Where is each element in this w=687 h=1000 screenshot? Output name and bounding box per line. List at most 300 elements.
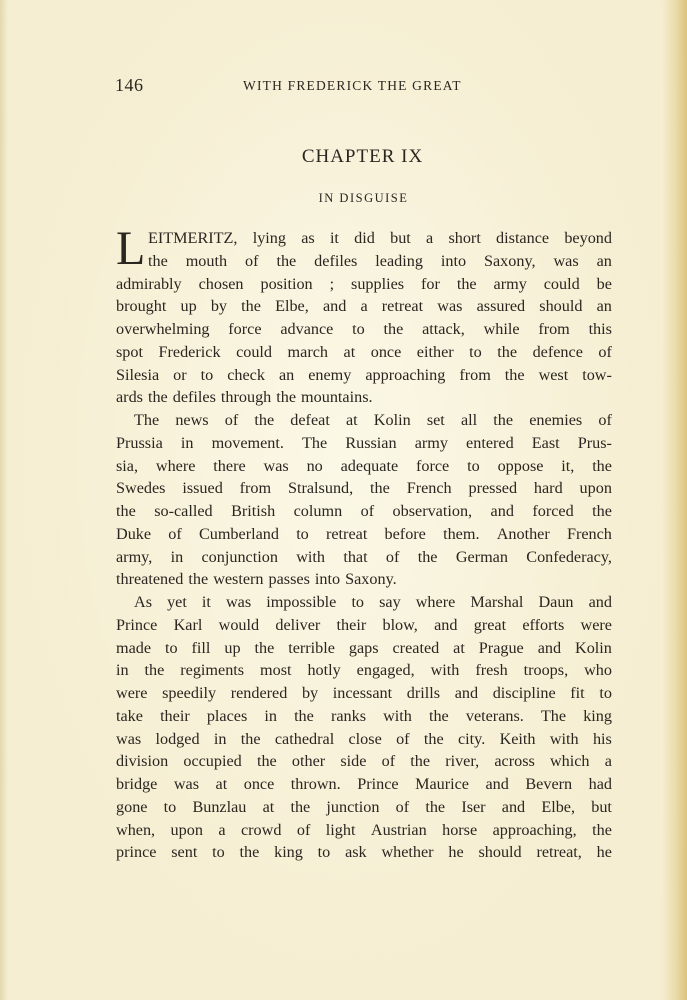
word: ranks [330,706,366,725]
word: troops, [523,661,569,680]
text-line [116,341,612,364]
word: hard [533,479,563,498]
text-line [116,819,612,842]
word: and [537,638,562,657]
word: once [370,342,402,361]
word: their [336,615,367,634]
word: the [410,752,431,771]
word: hotly [307,661,341,680]
word: beyond [564,229,612,247]
word: where [155,456,196,475]
word: to [200,365,214,384]
word: once [243,775,275,793]
word: Keith [499,729,536,748]
text-line [116,682,612,705]
word: Prus- [577,433,612,452]
word: was [263,456,289,475]
word: places [206,706,248,725]
word: crowd [240,820,282,839]
word: could [543,274,580,293]
word: to [352,320,365,338]
word: he [596,843,612,862]
word: other [291,752,326,771]
word: and [490,502,514,520]
word: an [596,297,612,316]
word: take [116,706,143,725]
word: to [599,684,612,702]
word: column [293,502,343,520]
word: lying [252,229,286,247]
word: EITMERITZ, [148,229,238,247]
word: be [596,274,612,293]
word: to [317,843,331,862]
text-line [116,386,612,409]
word: supplies [351,274,405,293]
word: retreat [325,524,368,543]
word: fill [191,638,211,657]
word: distance [496,229,550,247]
chapter-subtitle: IN DISGUISE [318,191,409,205]
word: should [539,297,583,316]
word: of [395,797,410,816]
word: in [213,729,227,748]
word: brought [116,297,167,316]
word: impossible [266,593,337,611]
word: from [239,479,272,498]
word: at [215,775,228,793]
word: that [343,547,368,566]
word: and [454,684,479,702]
word: great [473,615,507,634]
word: there [213,456,246,475]
word: through [220,388,272,407]
word: thrown. [290,775,341,793]
word: with [296,547,326,566]
word: it, [561,456,575,475]
word: Kolin [373,411,411,429]
word: cathedral [274,729,335,748]
word: oppose [497,456,544,475]
word: say [379,593,401,611]
word: an [596,251,612,270]
word: from [538,320,570,338]
word: into [314,570,341,589]
word: Swedes [116,479,166,498]
word: Silesia [116,365,160,384]
word: in [180,433,194,452]
word: Bevern [525,775,573,793]
word: was [173,775,200,793]
word: the [239,843,260,862]
word: defeat [290,411,330,429]
word: at [262,797,275,816]
word: engaged, [356,661,415,680]
word: and [322,297,347,316]
word: Elbe, [541,797,576,816]
word: Austrian [370,820,427,839]
word: his [592,729,612,748]
word: Prague [478,638,524,657]
word: the [294,706,314,725]
word: passes [268,570,310,589]
word: Iser [461,797,486,816]
word: no [306,456,323,475]
running-title: WITH FREDERICK THE GREAT [243,78,462,93]
word: west [538,365,569,384]
word: by [210,297,228,316]
word: did [354,229,375,247]
word: entered [466,433,514,452]
word: discipline [492,684,556,702]
word: were [116,684,148,702]
word: a [426,229,434,247]
word: defiles [172,388,216,407]
word: gone [116,797,148,816]
word: all [460,411,478,429]
word: The [134,411,160,429]
text-line [116,796,612,819]
word: the [504,365,525,384]
word: side [340,752,367,771]
word: the [254,411,275,429]
word: terrible [288,638,335,657]
word: French [566,524,612,543]
word: pressed [468,479,518,498]
word: a [360,297,368,316]
word: of [598,411,612,429]
word: Karl [173,615,203,634]
word: where [415,593,456,611]
body-text [116,222,612,864]
word: the [497,342,518,361]
word: the [276,251,297,270]
word: the [240,729,261,748]
word: should [478,843,522,862]
word: when, [116,820,156,839]
word: upon [579,479,612,498]
page-number: 146 [115,75,144,95]
word: to [212,843,225,862]
word: but [591,797,612,816]
word: to [163,797,177,816]
text-line [116,364,612,387]
word: or [173,365,187,384]
word: was [116,729,142,748]
word: tow- [582,365,612,384]
word: bridge [116,775,158,793]
word: the [254,638,275,657]
word: with [549,729,579,748]
text-line [116,432,612,455]
word: Marshal [470,593,524,611]
word: the [241,297,261,316]
word: the [383,320,404,338]
word: in [264,706,277,725]
word: deliver [275,615,321,634]
word: mouth [185,251,228,270]
word: and [485,775,509,793]
word: of [598,342,612,361]
word: gaps [348,638,379,657]
word: force [416,456,450,475]
word: Prince [357,775,399,793]
word: movement. [211,433,284,452]
word: incessant [332,684,393,702]
word: before [384,524,426,543]
word: veterans. [465,706,524,725]
word: had [588,775,612,793]
word: occupied [183,752,242,771]
word: the [493,411,514,429]
word: overwhelming [116,320,210,338]
word: drills [406,684,441,702]
word: most [260,661,292,680]
word: ; [329,274,335,293]
word: Cumberland [198,524,279,543]
word: Prince [116,615,158,634]
word: force [228,320,262,338]
word: it [201,593,211,611]
word: while [483,320,520,338]
word: with [383,706,412,725]
word: whether [381,843,434,862]
text-line [116,318,612,341]
word: fresh [475,661,508,680]
word: yet [167,593,187,611]
word: assured [476,297,526,316]
word: Daun [538,593,574,611]
text-line [116,500,612,523]
word: regiments [180,661,245,680]
drop-cap: L [116,222,146,275]
word: river, [445,752,480,771]
text-line [116,705,612,728]
word: army [493,274,527,293]
word: western [213,570,264,589]
word: efforts [522,615,565,634]
text-line [116,659,612,682]
word: retreat, [536,843,582,862]
word: close [348,729,382,748]
word: march [287,342,328,361]
word: As [134,593,152,611]
word: Duke [116,524,152,543]
word: them. [443,524,480,543]
word: forced [532,502,574,520]
word: Prussia [116,433,163,452]
word: up [224,638,241,657]
word: for [421,274,440,293]
word: blow, [382,615,418,634]
word: the [144,661,165,680]
word: from [459,365,491,384]
text-line [116,250,612,273]
word: to [165,638,178,657]
word: the [276,388,297,407]
word: Frederick [158,342,221,361]
word: a [604,752,612,771]
word: speedily [162,684,217,702]
word: the [417,547,438,566]
word: news [175,411,209,429]
word: Maurice [415,775,469,793]
word: the [456,274,477,293]
word: approaching, [492,820,577,839]
word: British [231,502,276,520]
word: as [301,229,315,247]
word: of [360,502,375,520]
word: the [592,456,612,475]
word: horse [442,820,478,839]
word: at [345,411,358,429]
word: sia, [116,456,139,475]
word: to [351,593,365,611]
word: threatened [116,570,184,589]
word: would [218,615,260,634]
word: set [426,411,445,429]
word: of [245,251,259,270]
word: the [425,797,446,816]
word: Russian [345,433,397,452]
text-line [116,750,612,773]
word: by [301,684,319,702]
word: king [583,706,612,725]
word: the [290,797,311,816]
word: defence [532,342,583,361]
word: at [453,638,465,657]
word: rendered [230,684,288,702]
word: defiles [314,251,358,270]
word: the [423,729,444,748]
text-line [116,568,612,591]
word: Bunzlau [192,797,247,816]
text-line [116,637,612,660]
word: observation, [392,502,473,520]
word: ards [116,388,143,407]
word: spot [116,342,143,361]
running-head [115,75,613,99]
word: division [116,752,169,771]
word: with [430,661,460,680]
word: it [329,229,339,247]
word: leading [375,251,423,270]
word: Elbe, [275,297,309,316]
word: conjunction [201,547,278,566]
word: the [370,479,390,498]
word: prince [116,843,157,862]
word: a [218,820,226,839]
word: he [448,843,464,862]
word: and [501,797,526,816]
word: so-called [154,502,213,520]
word: the [592,820,612,839]
text-line [116,728,612,751]
word: the [256,752,277,771]
chapter-title: CHAPTER IX [301,146,424,167]
word: East [531,433,560,452]
word: junction [326,797,380,816]
word: short [448,229,481,247]
text-line [116,477,612,500]
word: advance [280,320,334,338]
word: check [227,365,265,384]
word: enemy [308,365,352,384]
word: Confederacy, [526,547,612,566]
word: army [414,433,448,452]
word: army, [116,547,153,566]
word: retreat [381,297,424,316]
word: The [540,706,567,725]
word: of [168,524,182,543]
word: which [549,752,590,771]
word: but [390,229,411,247]
word: of [224,411,239,429]
word: to [467,456,480,475]
text-line [116,614,612,637]
word: were [580,615,612,634]
word: German [455,547,508,566]
word: fit [570,684,585,702]
word: across [494,752,535,771]
text-line [116,295,612,318]
word: into [440,251,467,270]
word: to [296,524,309,543]
word: was [553,251,579,270]
word: the [592,502,612,520]
word: this [588,320,612,338]
word: sent [171,843,198,862]
word: was [437,297,463,316]
word: to [469,342,482,361]
word: either [416,342,454,361]
word: the [147,388,168,407]
word: Another [496,524,550,543]
word: French [406,479,452,498]
word: the [148,251,168,270]
text-line [116,227,612,250]
word: at [343,342,356,361]
text-line [116,546,612,569]
word: the [188,570,209,589]
word: chosen [198,274,244,293]
text-line [116,523,612,546]
word: attack, [422,320,465,338]
word: position [260,274,313,293]
word: their [160,706,190,725]
word: city. [457,729,486,748]
text-line [116,455,612,478]
text-line [116,773,612,796]
word: mountains. [301,388,373,407]
text-line [116,841,612,864]
word: created [392,638,440,657]
text-line [116,273,612,296]
word: of [396,729,410,748]
word: who [584,661,612,680]
word: up [180,297,197,316]
word: Stralsund, [287,479,354,498]
word: and [434,615,458,634]
word: Saxony, [483,251,536,270]
word: and [588,593,612,611]
word: was [225,593,252,611]
word: king [274,843,303,862]
word: of [381,752,396,771]
word: the [428,706,449,725]
word: lodged [155,729,200,748]
word: could [236,342,273,361]
word: in [116,661,129,680]
